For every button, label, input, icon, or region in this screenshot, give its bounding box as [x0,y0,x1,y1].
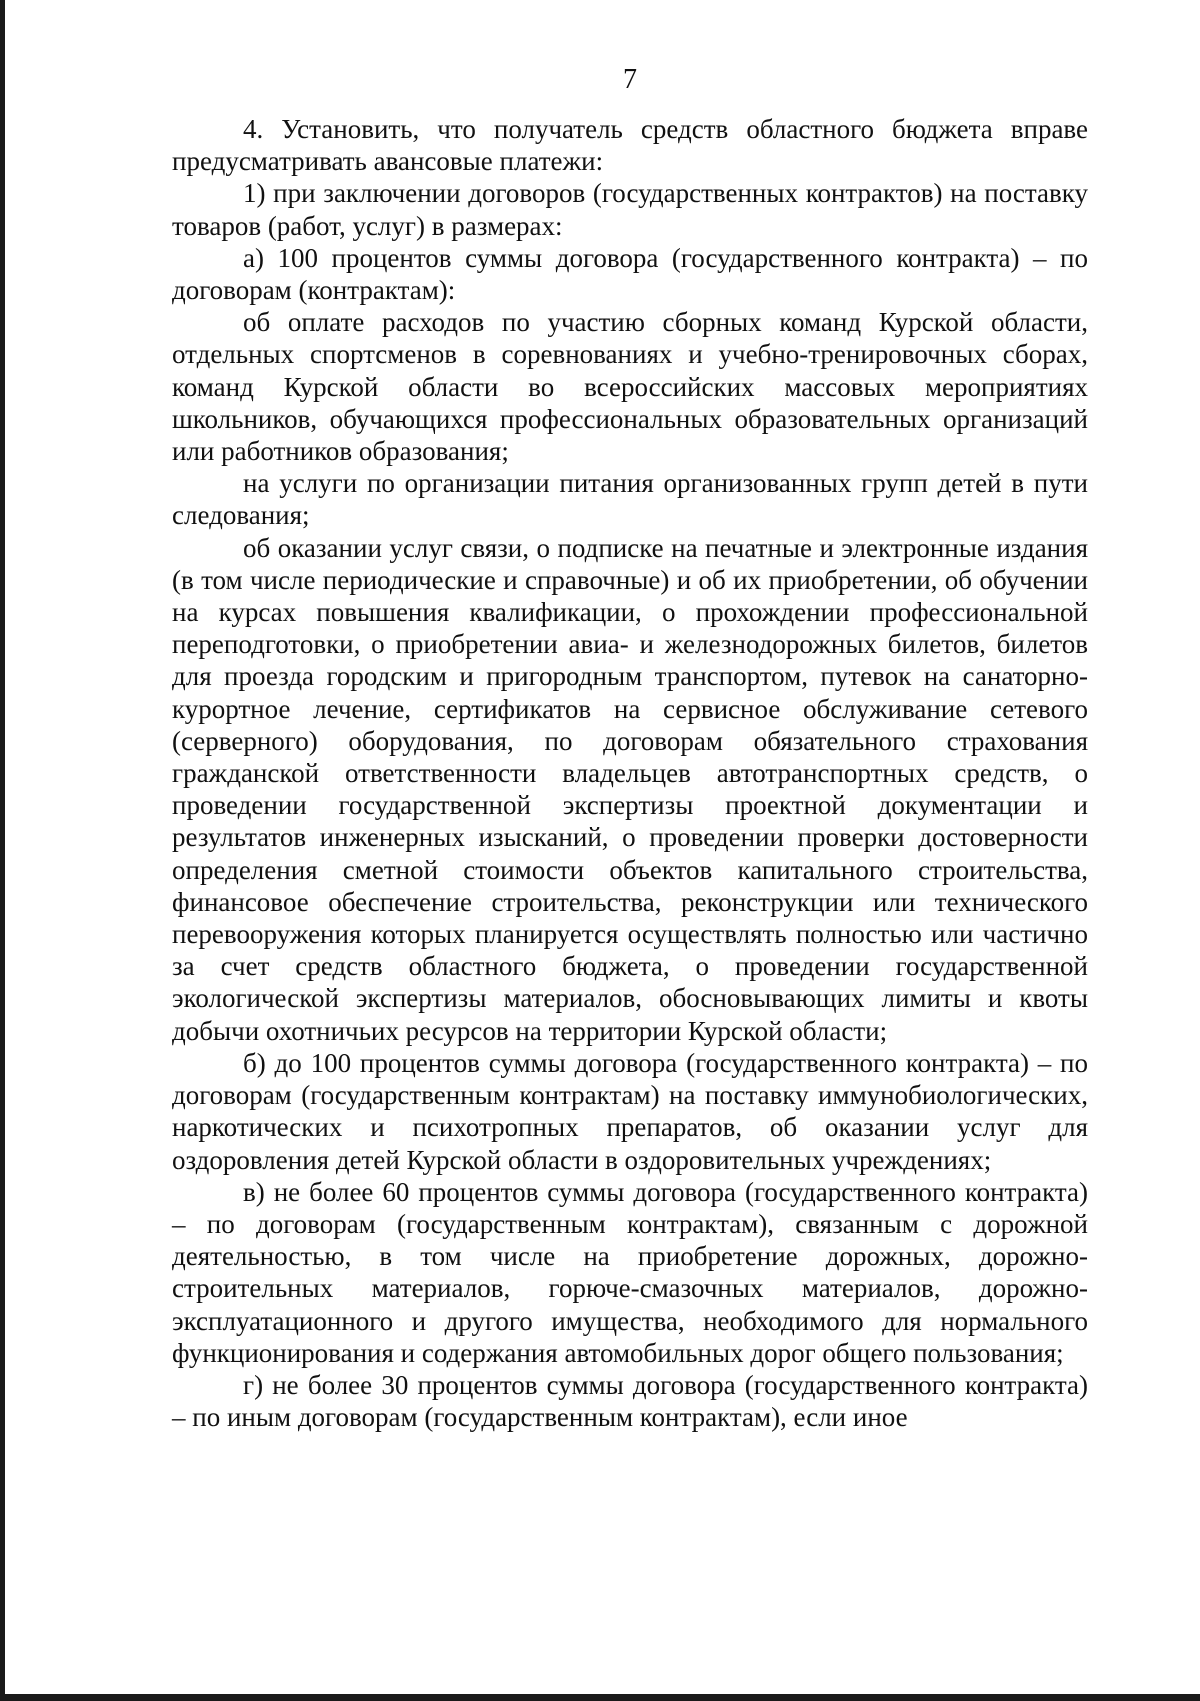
paragraph-item-4: 4. Установить, что получатель средств областного бюджета вправе предусматривать авансовые платежи: [172,114,1088,177]
document-body [172,113,1088,1433]
paragraph-subitem-v: в) не более 60 процентов суммы договора (государственного контракта) – по договорам (государственным контрактам), связанным с дорожной деятельностью, в том числе на приобретение дорожных, дорожно-строительных материалов, горюче-смазочных материалов, дорожно-эксплуатационного и другого имущества, необходимого для нормального функционирования и содержания автомобильных дорог общего пользования; [172,1176,1088,1368]
paragraph-children-meals: на услуги по организации питания организованных групп детей в пути следования; [172,468,1088,531]
paragraph-subitem-a: а) 100 процентов суммы договора (государственного контракта) – по договорам (контрактам): [172,242,1088,306]
page-number: 7 [623,64,637,95]
scan-edge-left [0,0,5,1701]
paragraph-subitem-1: 1) при заключении договоров (государственных контрактов) на поставку товаров (работ, услуг) в размерах: [172,178,1088,241]
scan-edge-bottom [0,1694,1200,1701]
paragraph-communication-services: об оказании услуг связи, о подписке на печатные и электронные издания (в том числе периодические и справочные) и об их приобретении, об обучении на курсах повышения квалификации, о прохождении профессиональной переподготовки, о приобретении авиа- и железнодорожных билетов, билетов для проезда городским и пригородным транспортом, путевок на санаторно-курортное лечение, сертификатов на сервисное обслуживание сетевого (серверного) оборудования, по договорам обязательного страхования гражданской ответственности владельцев автотранспортных средств, о проведении государственной экспертизы проектной документации и результатов инженерных изысканий, о проведении проверки достоверности определения сметной стоимости объектов капитального строительства, финансовое обеспечение строительства, реконструкции или технического перевооружения которых планируется осуществлять полностью или частично за счет средств областного бюджета, о проведении государственной экологической экспертизы материалов, обосновывающих лимиты и квоты добычи охотничьих ресурсов на территории Курской области; [172,532,1088,1046]
paragraph-sports-expenses: об оплате расходов по участию сборных команд Курской области, отдельных спортсменов в соревнованиях и учебно-тренировочных сборах, команд Курской области во всероссийских массовых мероприятиях школьников, обучающихся профессиональных образовательных организаций или работников образования; [172,307,1088,467]
paragraph-subitem-g: г) не более 30 процентов суммы договора (государственного контракта) – по иным договорам (государственным контрактам), если иное [172,1369,1088,1433]
paragraph-subitem-b: б) до 100 процентов суммы договора (государственного контракта) – по договорам (государственным контрактам) на поставку иммунобиологических, наркотических и психотропных препаратов, об оказании услуг для оздоровления детей Курской области в оздоровительных учреждениях; [172,1047,1088,1175]
